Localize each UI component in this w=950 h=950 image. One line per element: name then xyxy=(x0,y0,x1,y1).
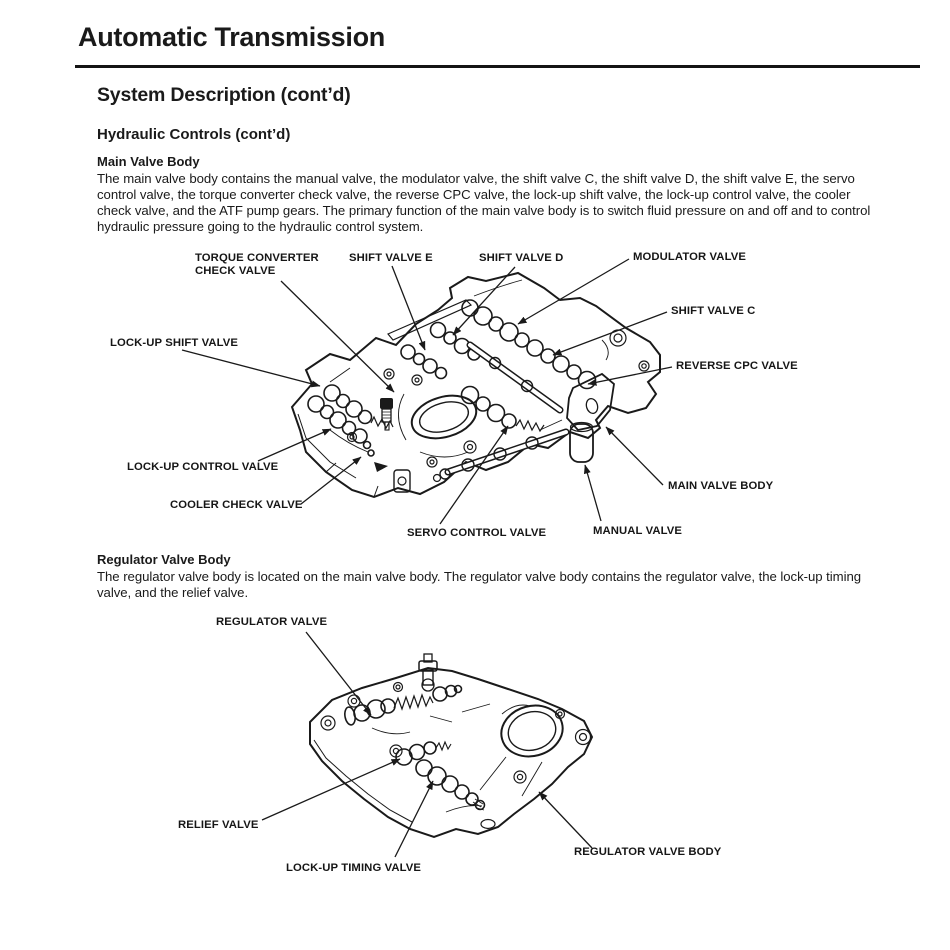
lock-up-valve-trains xyxy=(308,385,393,456)
label-modulator-valve: MODULATOR VALVE xyxy=(633,251,747,263)
converter-tower xyxy=(496,699,569,763)
leader-lines xyxy=(182,259,672,524)
label-cooler-check-valve: COOLER CHECK VALVE xyxy=(170,499,303,511)
label-lock-up-timing-valve: LOCK-UP TIMING VALVE xyxy=(286,862,422,874)
pump-bore xyxy=(407,389,481,446)
label-lock-up-control-valve: LOCK-UP CONTROL VALVE xyxy=(127,461,279,473)
title-rule xyxy=(75,65,920,68)
main-valve-body-paragraph: The main valve body contains the manual valve, the modulator valve, the shift valve C, the shift valve D, the shift valve E, the servo control valve, the torque converter check valve, the reverse CPC valve, the lock-up shift valve, the lock-up control valve, the cooler check valve, and the ATF pump gears. The primary function of the main valve body is to switch fluid pressure on and off and to control hydraulic pressure going to the hydraulic control system. xyxy=(97,171,871,234)
leader-tcc-check-valve xyxy=(281,281,394,392)
regulator-valve-body-paragraph: The regulator valve body is located on the main valve body. The regulator valve body contains the regulator valve, the lock-up timing valve, and the relief valve. xyxy=(97,569,862,600)
section-heading: System Description (cont’d) xyxy=(97,84,351,106)
label-relief-valve: RELIEF VALVE xyxy=(178,819,259,831)
label-regulator-valve: REGULATOR VALVE xyxy=(216,616,328,628)
label-shift-valve-e: SHIFT VALVE E xyxy=(349,252,433,264)
label-servo-control-valve: SERVO CONTROL VALVE xyxy=(407,527,547,539)
leader-regulator-valve xyxy=(306,632,371,715)
lock-up-timing-valve-train xyxy=(416,760,485,810)
label-shift-valve-c: SHIFT VALVE C xyxy=(671,305,756,317)
leader-manual-valve xyxy=(585,465,601,521)
leader-lock-up-timing-valve xyxy=(395,781,433,857)
relief-valve-train xyxy=(396,742,451,765)
regulator-valve-body-heading: Regulator Valve Body xyxy=(97,552,231,567)
regulator-plate-outline xyxy=(310,668,592,837)
label-reverse-cpc-valve: REVERSE CPC VALVE xyxy=(676,360,798,372)
leader-shift-valve-c xyxy=(553,312,667,355)
leader-shift-valve-e xyxy=(392,266,425,350)
regulator-valve-body-figure xyxy=(0,598,950,898)
label-shift-valve-d: SHIFT VALVE D xyxy=(479,252,564,264)
leader-lock-up-shift-valve xyxy=(182,350,320,386)
label-regulator-valve-body: REGULATOR VALVE BODY xyxy=(574,846,722,858)
label-manual-valve: MANUAL VALVE xyxy=(593,525,683,537)
shift-valve-trains xyxy=(401,300,596,389)
bolt xyxy=(419,654,437,691)
leader-modulator-valve xyxy=(518,259,629,324)
label-main-valve-body: MAIN VALVE BODY xyxy=(668,480,774,492)
leader-main-valve-body xyxy=(606,427,663,485)
page-title: Automatic Transmission xyxy=(78,22,385,52)
leader-lock-up-control-valve xyxy=(258,429,331,461)
label-lock-up-shift-valve: LOCK-UP SHIFT VALVE xyxy=(110,337,239,349)
leader-cooler-check-valve xyxy=(301,457,361,504)
bolt-holes xyxy=(348,330,650,467)
leader-regulator-valve-body xyxy=(539,792,592,848)
main-valve-body-figure xyxy=(0,243,950,548)
valve-rod xyxy=(470,345,560,410)
main-valve-body-heading: Main Valve Body xyxy=(97,154,200,169)
subsection-heading: Hydraulic Controls (cont’d) xyxy=(97,126,291,143)
tcc-check-valve-pin xyxy=(380,398,393,430)
label-torque-converter-check-valve: TORQUE CONVERTER CHECK VALVE xyxy=(195,252,319,277)
